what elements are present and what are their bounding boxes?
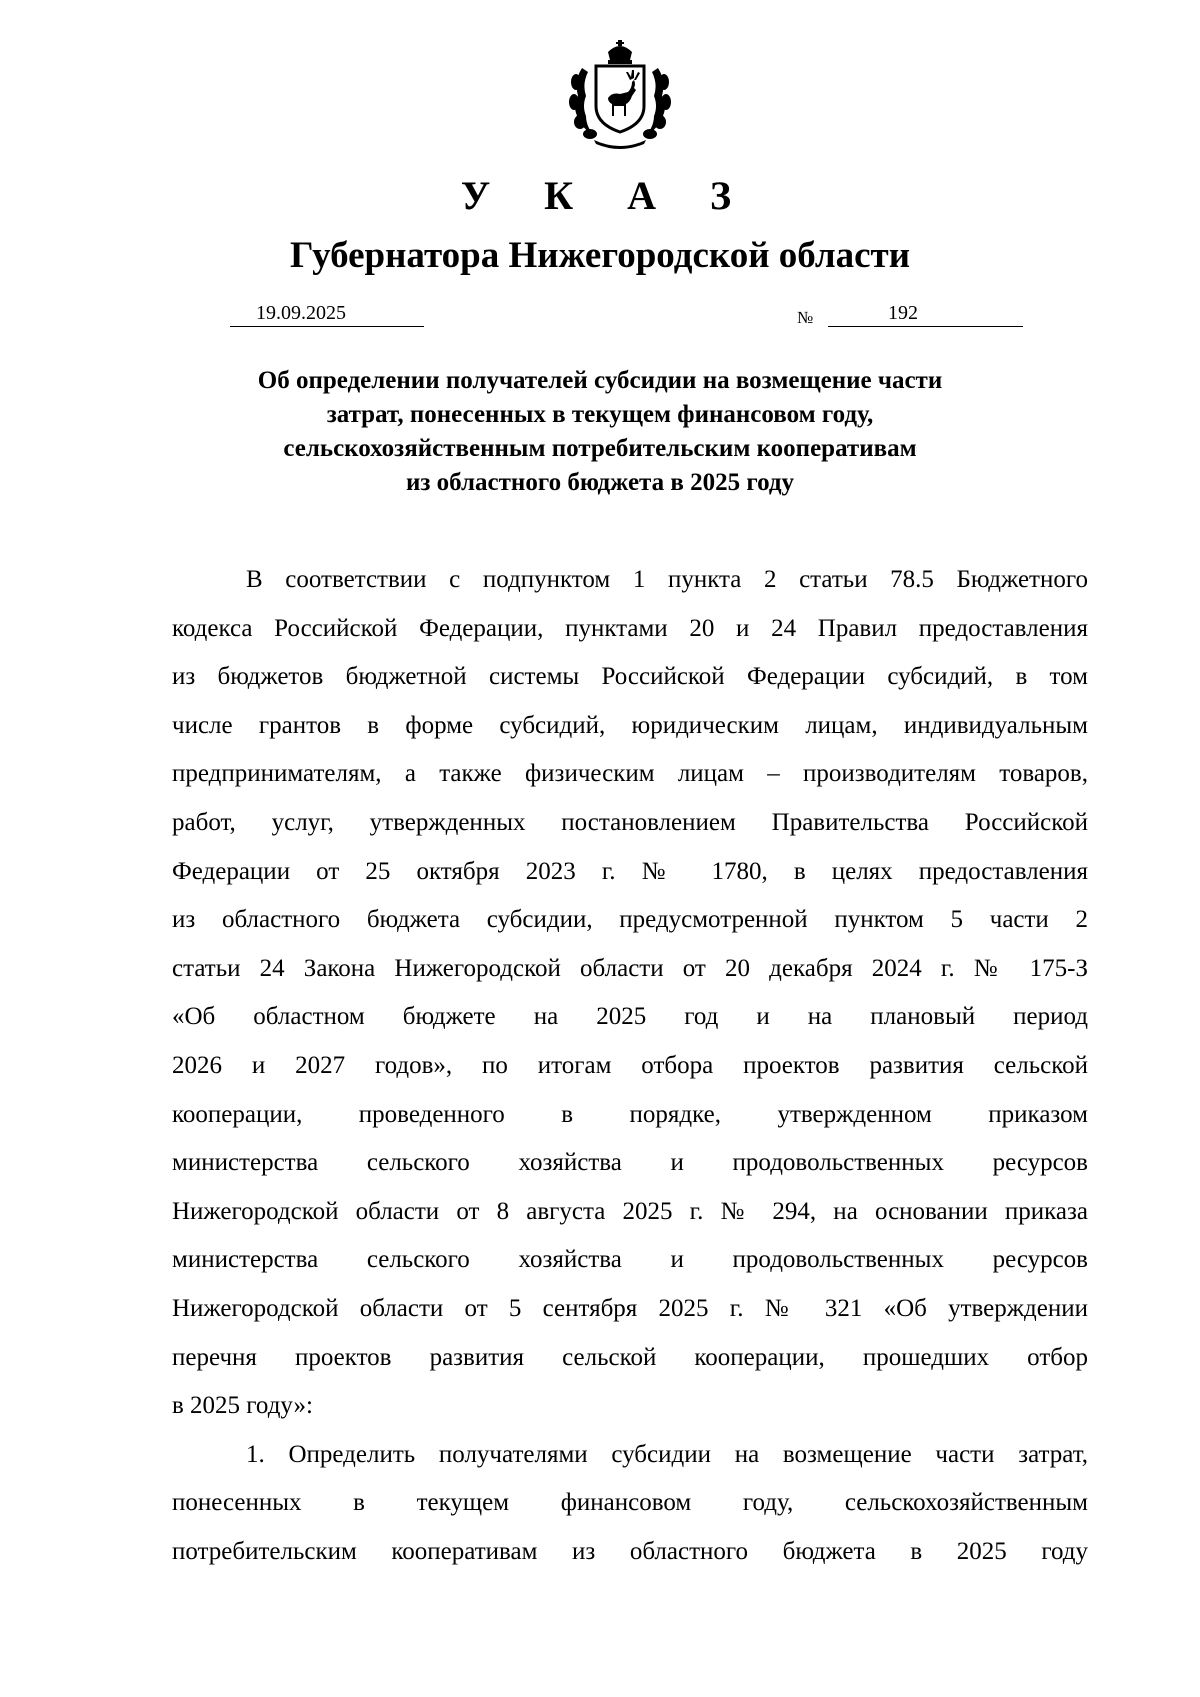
body-line: перечня проектов развития сельской кооперации, прошедших отбор xyxy=(172,1343,1088,1371)
body-line: 1. Определить получателями субсидии на возмещение части затрат, xyxy=(246,1440,1088,1468)
document-type-title: У К А З xyxy=(460,173,754,218)
body-line: в 2025 году»: xyxy=(172,1392,314,1420)
body-line: предпринимателям, а также физическим лицам – производителям товаров, xyxy=(172,760,1088,788)
body-line: потребительским кооперативам из областного бюджета в 2025 году xyxy=(172,1537,1088,1565)
body-line: из областного бюджета субсидии, предусмотренной пунктом 5 части 2 xyxy=(172,906,1088,934)
body-line: из бюджетов бюджетной системы Российской Федерации субсидий, в том xyxy=(172,663,1088,691)
body-line: В соответствии с подпунктом 1 пункта 2 статьи 78.5 Бюджетного xyxy=(246,566,1088,593)
body-line: министерства сельского хозяйства и продовольственных ресурсов xyxy=(172,1246,1088,1274)
number-sign: № xyxy=(797,308,814,327)
document-date: 19.09.2025 xyxy=(230,300,424,327)
heading-line: сельскохозяйственным потребительским кооперативам xyxy=(283,435,917,462)
body-line: министерства сельского хозяйства и продовольственных ресурсов xyxy=(172,1149,1088,1177)
heading-line: из областного бюджета в 2025 году xyxy=(405,469,795,496)
body-line: Нижегородской области от 8 августа 2025 г. № 294, на основании приказа xyxy=(172,1197,1088,1225)
body-line: работ, услуг, утвержденных постановлением Правительства Российской xyxy=(172,808,1088,836)
heading-line: Об определении получателей субсидии на возмещение части xyxy=(257,367,943,394)
body-line: Нижегородской области от 5 сентября 2025 г. № 321 «Об утверждении xyxy=(172,1294,1088,1322)
body-line: «Об областном бюджете на 2025 год и на плановый период xyxy=(172,1003,1088,1031)
body-line: Федерации от 25 октября 2023 г. № 1780, в целях предоставления xyxy=(172,857,1088,885)
coat-of-arms-icon xyxy=(564,40,676,152)
document-body xyxy=(172,556,1088,1576)
issuer-title: Губернатора Нижегородской области xyxy=(289,235,911,276)
body-line: статьи 24 Закона Нижегородской области от 20 декабря 2024 г. № 175-З xyxy=(172,954,1088,982)
document-heading xyxy=(170,364,1030,500)
body-line: числе грантов в форме субсидий, юридическим лицам, индивидуальным xyxy=(172,711,1088,739)
body-line: 2026 и 2027 годов», по итогам отбора проектов развития сельской xyxy=(172,1051,1088,1079)
document-number: 192 xyxy=(828,300,1023,327)
body-line: понесенных в текущем финансовом году, сельскохозяйственным xyxy=(172,1489,1088,1517)
body-line: кодекса Российской Федерации, пунктами 20 и 24 Правил предоставления xyxy=(172,614,1088,642)
heading-line: затрат, понесенных в текущем финансовом году, xyxy=(326,401,874,428)
body-line: кооперации, проведенного в порядке, утвержденном приказом xyxy=(172,1100,1088,1128)
